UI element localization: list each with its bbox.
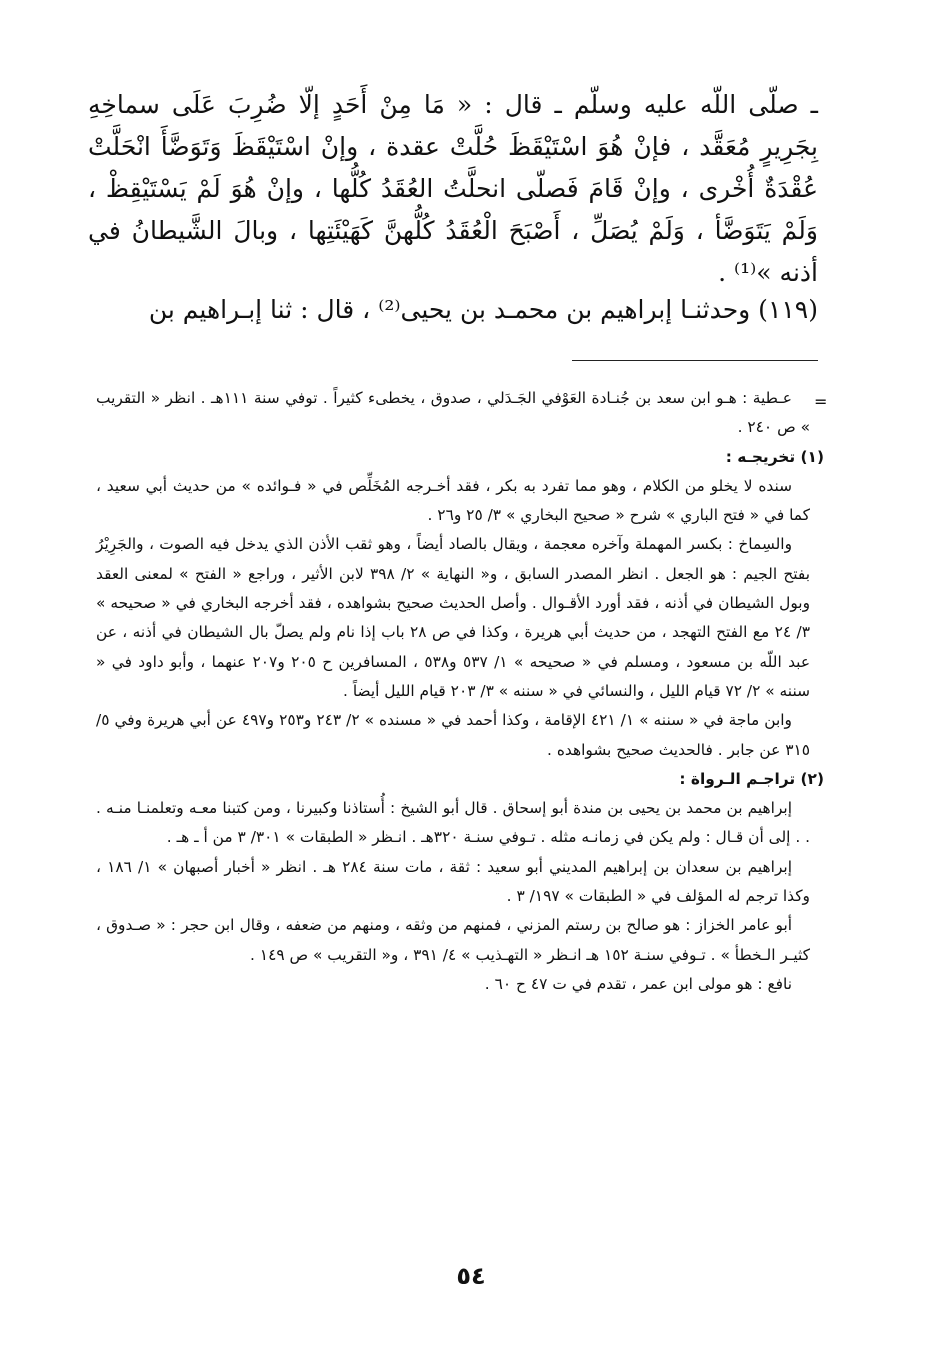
footnote-separator	[572, 360, 818, 361]
footnote-2-paragraph: إبراهيم بن محمد بن يحيى بن مندة أبو إسحاق . قال أبو الشيخ : أُستاذنا وكبيرنا ، ومن كتبنا معـه وتعلمنـا منـه . . . إلى أن قـال : ولم يكن في زمانـه مثله . تـوفي سنـة ٣٢٠هـ . انـظر « الطبقات » ٣٠١/ ٣ من أ ـ هـ .	[96, 799, 810, 847]
footnote-1-paragraph: والسِماخ : بكسر المهملة وآخره معجمة ، ويقال بالصاد أيضاً ، وهو ثقب الأذن الذي يدخل فيه الصوت ، والجَرِيْرُ بفتح الجيم : هو الجعل . انظر المصدر السابق ، و« النهاية » ٢/ ٣٩٨ لابن الأثير ، وراجع « الفتح » لمعنى العقد وبول الشيطان في أذنه ، فقد أورد الأقـوال . وأصل الحديث صحيح بشواهده ، فقد أخرجه البخاري في « صحيحه » ٣/ ٢٤ مع الفتح التهجد ، من حديث أبي هريرة ، وكذا في ص ٢٨ باب إذا نام ولم يصلّ بال الشيطان في أذنه ، عن عبد اللّه بن مسعود ، ومسلم في « صحيحه » ١/ ٥٣٧ و٥٣٨ ، المسافرين ح ٢٠٥ و٢٠٧ عنهما ، وأبو داود في « سننه » ٢/ ٧٢ قيام الليل ، والنسائي في « سننه » ٣/ ٢٠٣ قيام الليل أيضاً .	[96, 535, 810, 700]
page-number: ٥٤	[456, 1262, 486, 1290]
footnote-2-heading: (٢) تراجـم الـرواة :	[679, 769, 824, 788]
footnote-2-paragraph: إبراهيم بن سعدان بن إبراهيم المديني أبو سعيد : ثقة ، مات سنة ٢٨٤ هـ . انظر « أخبار أصبهان » ١/ ١٨٦ ، وكذا ترجم له المؤلف في « الطبقات » ١٩٧/ ٣ .	[96, 857, 810, 906]
footnote-1-paragraph: سنده لا يخلو من الكلام ، وهو مما تفرد به بكر ، فقد أخـرجه المُخَلِّص في « فـوائده » من حديث أبي سعيد ، كما في « فتح الباري » شرح « صحيح البخاري » ٣/ ٢٥ و٢٦ .	[96, 476, 810, 525]
continuation-mark: =	[814, 392, 828, 411]
hadith-text-paragraph: ـ صلّى اللّه عليه وسلّم ـ قال : « مَا مِنْ أَحَدٍ إلّا ضُرِبَ عَلَى سماخِهِ بِجَرِيرٍ مُعَقَّد ، فإنْ هُوَ اسْتَيْقَظَ حُلَّتْ عقدة ، وإنْ اسْتَيْقَظَ وَتَوَضَّأَ انْحَلَّتْ عُقْدَةٌ أُخْرى ، وإنْ قَامَ فَصلّى انحلَّتُ العُقَدُ كُلُّها ، وإنْ هُوَ لَمْ يَسْتَيْقِظْ ، وَلَمْ يَتَوَضَّأ ، وَلَمْ يُصَلِّ ، أَصْبَحَ الْعُقَدُ كُلُّهنَّ كَهَيْئَتِها ، وبالَ الشَّيطانُ في أذنه »⁽¹⁾ .	[88, 90, 818, 287]
footnote-2-paragraph: أبو عامر الخزاز : هو صالح بن رستم المزني ، فمنهم من وثقه ، ومنهم من ضعفه ، وقال ابن حجر : « صـدوق ، كثيـر الـخطأ » . تـوفي سنـة ١٥٢ هـ انـظر « التهـذيب » ٤/ ٣٩١ ، و« التقريب » ص ١٤٩ .	[96, 916, 810, 964]
footnote-carry-over: عـطية : هـو ابن سعد بن جُنـادة العَوْفي الجَـدَلي ، صدوق ، يخطىء كثيراً . توفي سنة ١١١هـ . انظر « التقريب » ص ٢٤٠ .	[96, 389, 810, 437]
footnotes	[96, 384, 824, 999]
main-text	[88, 84, 818, 294]
footnote-1-heading: (١) تخريجـه :	[725, 447, 824, 466]
footnote-1-paragraph: وابن ماجة في « سننه » ١/ ٤٢١ الإقامة ، وكذا أحمد في « مسنده » ٢/ ٢٤٣ و٢٥٣ و٤٩٧ عن أبي هريرة وفي ٥/ ٣١٥ عن جابر . فالحديث صحيح بشواهده .	[96, 711, 810, 759]
footnote-2-paragraph: نافع : هو مولى ابن عمر ، تقدم في ت ٤٧ ح ٦٠ .	[484, 974, 792, 993]
hadith-119-heading: (١١٩) وحدثنـا إبراهيم بن محمـد بن يحيى⁽²⁾ ، قال : ثنا إبـراهيم بن	[148, 295, 818, 324]
